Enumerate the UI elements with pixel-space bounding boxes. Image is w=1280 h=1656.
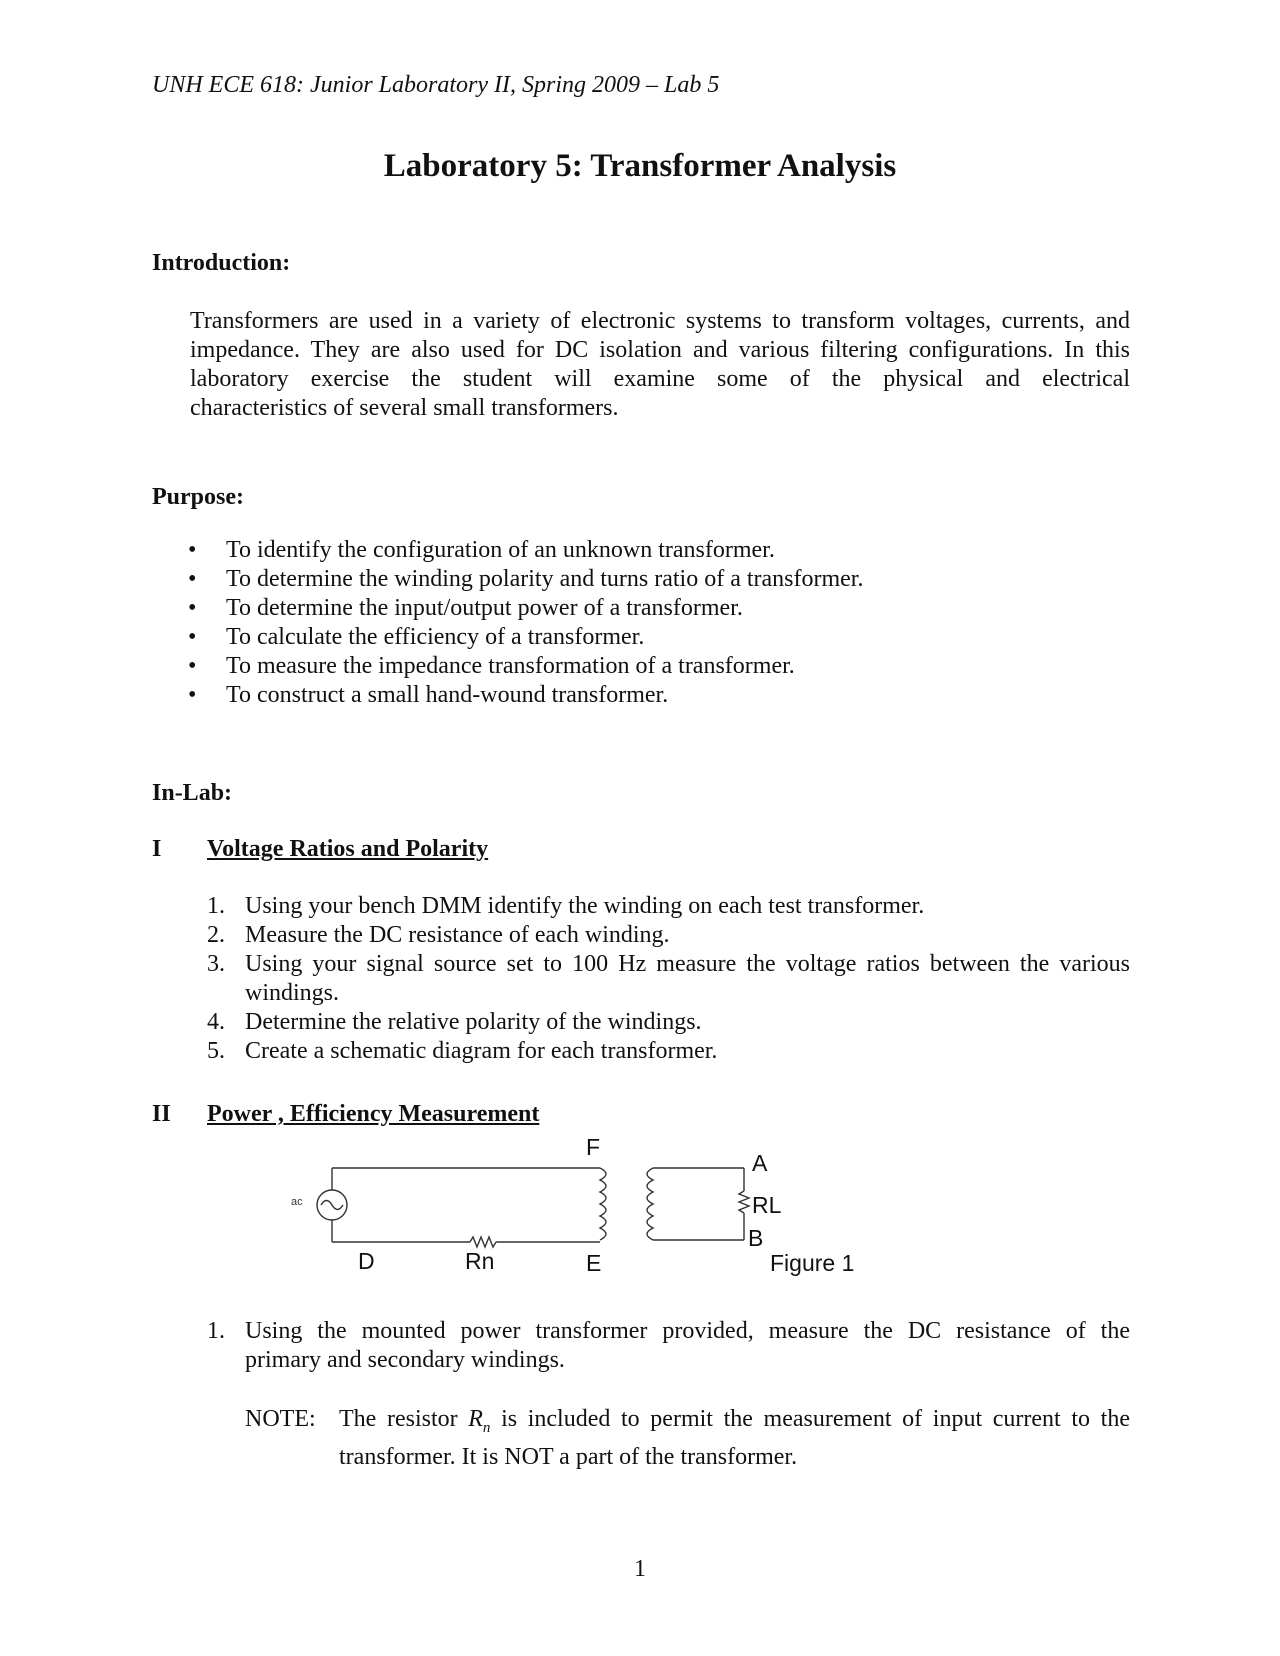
note-line	[339, 1405, 1130, 1443]
section2-step	[207, 1317, 1130, 1375]
note-label: NOTE:	[245, 1406, 316, 1432]
purpose-heading: Purpose:	[152, 484, 244, 510]
step-number: 4.	[207, 1009, 225, 1035]
step-text: Determine the relative polarity of the windings.	[245, 1009, 702, 1035]
note-text: The resistor	[339, 1406, 469, 1432]
secondary-coil-icon	[647, 1168, 653, 1240]
list-item-text: To determine the input/output power of a transformer.	[226, 595, 743, 621]
label-a: A	[752, 1150, 768, 1176]
step-number: 1.	[207, 1318, 225, 1344]
step-text: Create a schematic diagram for each transformer.	[245, 1038, 718, 1064]
section-number: I	[152, 836, 162, 862]
introduction-heading: Introduction:	[152, 250, 291, 276]
sine-wave-icon	[321, 1201, 343, 1210]
step-body	[207, 1317, 1130, 1375]
label-d: D	[358, 1248, 375, 1274]
step-number: 5.	[207, 1038, 225, 1064]
inlab-heading: In-Lab:	[152, 780, 233, 806]
note-variable: R	[468, 1406, 483, 1432]
step-text: windings.	[245, 980, 340, 1006]
list-item-text: To identify the configuration of an unknown transformer.	[226, 537, 775, 563]
introduction-line: Transformers are used in a variety of electronic systems to transform voltages, currents, and	[190, 308, 1130, 334]
note-text: is included to permit the measurement of input current to the	[490, 1406, 1130, 1432]
step-text: Measure the DC resistance of each winding.	[245, 922, 670, 948]
resistor-rl-icon	[739, 1191, 749, 1213]
label-e: E	[586, 1250, 602, 1276]
list-item-text: To determine the winding polarity and turns ratio of a transformer.	[226, 566, 864, 592]
list-item-text: To construct a small hand-wound transformer.	[226, 682, 669, 708]
step-text: primary and secondary windings.	[245, 1347, 565, 1373]
page-number: 1	[634, 1556, 646, 1582]
page-header: UNH ECE 618: Junior Laboratory II, Spring 2009 – Lab 5	[152, 72, 720, 98]
label-f: F	[586, 1134, 601, 1160]
step-number: 1.	[207, 893, 225, 919]
figure-caption: Figure 1	[770, 1250, 855, 1276]
step-text: Using the mounted power transformer provided, measure the DC resistance of the	[245, 1318, 1130, 1344]
step-number: 2.	[207, 922, 225, 948]
list-item-text: To measure the impedance transformation of a transformer.	[226, 653, 795, 679]
bullet-icon: •	[188, 624, 197, 650]
bullet-icon: •	[188, 537, 197, 563]
list-item-text: To calculate the efficiency of a transformer.	[226, 624, 645, 650]
bullet-icon: •	[188, 595, 197, 621]
step-text: Using your signal source set to 100 Hz measure the voltage ratios between the various	[245, 951, 1130, 977]
introduction-line: laboratory exercise the student will examine some of the physical and electrical	[190, 366, 1130, 392]
introduction-line: impedance. They are also used for DC isolation and various filtering configurations. In this	[190, 337, 1130, 363]
step-number: 3.	[207, 951, 225, 977]
section-title: Power , Efficiency Measurement	[207, 1101, 540, 1127]
note-line: transformer. It is NOT a part of the transformer.	[339, 1443, 798, 1470]
label-rl: RL	[752, 1192, 782, 1218]
note-block	[245, 1405, 1130, 1472]
section-number: II	[152, 1101, 171, 1127]
ac-source-label: ac	[291, 1196, 303, 1208]
bullet-icon: •	[188, 653, 197, 679]
resistor-rn-icon	[470, 1237, 496, 1247]
primary-coil-icon	[600, 1168, 606, 1240]
label-rn: Rn	[465, 1248, 495, 1274]
section-title: Voltage Ratios and Polarity	[207, 836, 489, 862]
page-title: Laboratory 5: Transformer Analysis	[383, 148, 897, 184]
label-b: B	[748, 1225, 764, 1251]
bullet-icon: •	[188, 682, 197, 708]
note-body	[245, 1405, 1130, 1472]
introduction-line: characteristics of several small transformers.	[190, 395, 619, 421]
note-subscript: n	[482, 1419, 491, 1436]
step-text: Using your bench DMM identify the winding on each test transformer.	[245, 893, 925, 919]
bullet-icon: •	[188, 566, 197, 592]
